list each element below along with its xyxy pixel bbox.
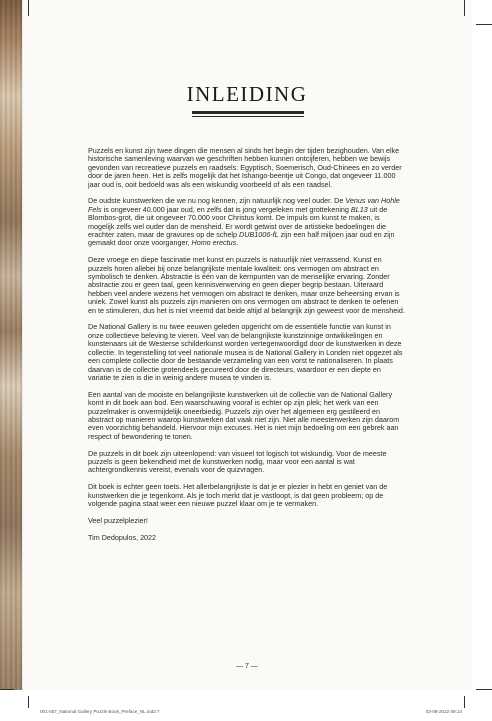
page-title: INLEIDING: [186, 82, 308, 106]
paragraph: De National Gallery is nu twee eeuwen geleden opgericht om de essentiële functie van kunst in onze collectieve beleving te vieren. Veel van de belangrijkste kunstzinnige ontwikkelingen en kunstenaars uit de Westerse schilderkunst worden vertegenwoordigd door de kunstwerken in deze collectie. In tegenstelling tot veel nationale musea is de National Gallery in Londen niet opgezet als een complete collectie door de bestaande verzameling van een vorst te nationaliseren. In plaats daarvan is de collectie grotendeels gecureerd door de directeurs, waardoor er een diepte en variatie te zien is die in weinig andere musea te vinden is.: [88, 322, 403, 382]
paragraph: Veel puzzelplezier!: [88, 515, 148, 525]
crop-mark-bottom-left: [28, 696, 29, 708]
body-text: [88, 147, 406, 550]
crop-mark-bottom-right: [464, 696, 465, 708]
crop-mark-right-upper: [476, 24, 492, 25]
footer-file-info: 001-007_National Gallery Puzzle Book_Preface_NL.indd 7: [40, 709, 160, 714]
page-number: — 7 —: [236, 663, 258, 670]
paragraph: De oudste kunstwerken die we nu nog kennen, zijn natuurlijk nog veel ouder. De Venus van Hohle Fels is ongeveer 40.000 jaar oud, en zelfs dat is jong vergeleken met grottekening BL13 uit de Blombos-grot, die uit ongeveer 70.000 voor Christus komt. De impuls om kunst te maken, is mogelijk zelfs wel ouder dan de mensheid. Er wordt getwist over de artistieke bedoelingen die erachter zaten, maar de gravures op de schelp DUB1006-fL zijn een half miljoen jaar oud en zijn gemaakt door onze voorganger, Homo erectus.: [88, 196, 400, 248]
cover-painting-edge: [0, 0, 22, 690]
crop-mark-right-lower: [476, 689, 492, 690]
paragraph: Een aantal van de mooiste en belangrijkste kunstwerken uit de collectie van de National Gallery komt in dit boek aan bod. Een waarschuwing vooraf is echter op zijn plek; het werk van een puzzelmaker is onvermijdelijk oneerbiedig. Puzzels zijn over het algemeen erg gestileerd en abstract op manieren waarop kunstwerken dat vaak niet zijn. Niet alle meesterwerken zijn daarom even voorzichtig behandeld. Hiervoor mijn excuses. Het is niet mijn bedoeling om een gebrek aan respect of bewondering te tonen.: [88, 389, 400, 441]
crop-mark-top-right: [464, 0, 465, 16]
title-rule-thin: [192, 116, 304, 117]
paragraph: De puzzels in dit boek zijn uiteenlopend: van visueel tot logisch tot wiskundig. Voor de meeste puzzels is geen bekendheid met de kunstwerken nodig, maar voor een aantal is wat achtergrondkennis vereist, evenals voor de quizvragen.: [88, 448, 387, 475]
signature-line: Tim Dedopulos, 2022: [88, 532, 157, 542]
paragraph: Dit boek is echter geen toets. Het allerbelangrijkste is dat je er plezier in hebt en geniet van de kunstwerken die je tegenkomt. Als je toch merkt dat je vastloopt, is dat geen probleem; op de volgende pagina staat weer een nieuwe puzzel klaar om je te vermaken.: [88, 482, 388, 508]
paragraph: Puzzels en kunst zijn twee dingen die mensen al sinds het begin der tijden bezighouden. Van elke historische samenleving waarvan we geschriften hebben kunnen ontcijferen, hebben we bewijs gevonden van recreatieve puzzels en raadsels: Egyptisch, Soemerisch, Oud-Chinees en zo verder door de jaren heen. Het is zelfs mogelijk dat het Ishango-beentje uit Congo, dat ongeveer 11.000 jaar oud is, ooit bedoeld was als een wiskundig voorbeeld of als een raadsel.: [88, 146, 402, 189]
crop-mark-left-lower: [0, 689, 14, 690]
footer-datetime: 03-08-2022 09:14: [425, 709, 462, 714]
paragraph: Deze vroege en diepe fascinatie met kunst en puzzels is natuurlijk niet verrassend. Kunst en puzzels horen allebei bij onze belangrijkste mentale kwaliteit: ons vermogen om abstract en symbolisch te denken. Abstractie is één van de kernpunten van de menselijke ervaring. Zonder abstractie zou er geen taal, geen kennisverwerving en geen dieper begrip bestaan. Uiteraard hebben veel andere wezens het vermogen om abstract te denken, maar onze beheersing ervan is uniek. Zowel kunst als puzzels zijn manieren om ons vermogen om abstract te denken te oefenen en te stimuleren, dus het is niet vreemd dat beide altijd al belangrijk zijn geweest voor de mensheid.: [88, 255, 405, 315]
title-rule: [192, 111, 304, 114]
crop-mark-top-left: [28, 0, 29, 16]
